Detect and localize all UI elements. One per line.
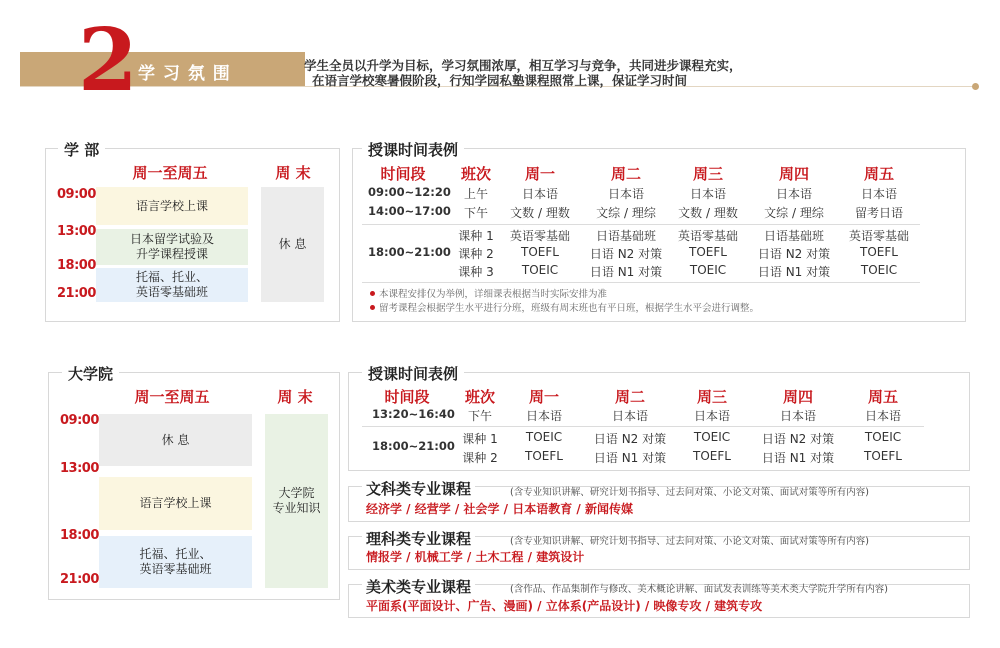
day-cell: 日语 N1 对策: [589, 265, 663, 279]
day-cell: 日本语: [860, 187, 897, 201]
course-desc: (含专业知识讲解、研究计划书指导、过去问对策、小论文对策、面试对策等所有内容): [510, 487, 869, 498]
day-cell: 英语零基础: [848, 229, 909, 243]
day-cell: 英语零基础: [677, 229, 738, 243]
col-header: 时间段: [380, 165, 426, 183]
class-slot: 上午: [463, 187, 488, 201]
section-title: 学 习 氛 围: [138, 64, 231, 84]
day-cell: 日本语: [611, 409, 648, 423]
schedule-note: [370, 286, 607, 300]
day-cell: TOEFL: [689, 245, 727, 259]
day-cell: 日语 N2 对策: [757, 247, 831, 261]
time-label: 21:00: [57, 286, 96, 301]
time-label: 13:00: [60, 461, 99, 476]
course-items: 平面系(平面设计、广告、漫画) / 立体系(产品设计) / 映像专攻 / 建筑专攻: [366, 599, 763, 613]
day-cell: TOEFL: [860, 245, 898, 259]
col-header: 班次: [464, 388, 495, 406]
day-cell: TOEFL: [525, 449, 563, 463]
schedule-block: 语言学校上课: [99, 477, 252, 530]
day-cell: TOEIC: [521, 263, 559, 277]
class-slot: 课种 1: [458, 229, 494, 243]
row-divider: [362, 282, 920, 283]
day-cell: 日本语: [779, 409, 816, 423]
schedule-block: 日本留学试验及 升学课程授课: [96, 229, 248, 265]
day-cell: 日本语: [525, 409, 562, 423]
day-cell: TOEFL: [864, 449, 902, 463]
course-items: 情报学 / 机械工学 / 土木工程 / 建筑设计: [366, 550, 585, 564]
time-label: 13:00: [57, 224, 96, 239]
time-slot: 18:00~21:00: [372, 439, 455, 453]
day-cell: 日语 N2 对策: [589, 247, 663, 261]
day-cell: 日本语: [607, 187, 644, 201]
day-cell: TOEFL: [521, 245, 559, 259]
day-cell: 日本语: [521, 187, 558, 201]
day-cell: TOEIC: [693, 430, 731, 444]
day-cell: TOEIC: [689, 263, 727, 277]
time-label: 18:00: [57, 258, 96, 273]
class-slot: 课种 1: [462, 432, 498, 446]
row-divider: [362, 224, 920, 225]
course-title: 文科类专业课程: [362, 478, 475, 499]
col-header: 周一: [528, 388, 559, 406]
col-header: 周三: [692, 165, 723, 183]
time-slot: 14:00~17:00: [368, 204, 451, 218]
day-cell: 英语零基础: [509, 229, 570, 243]
time-slot: 18:00~21:00: [368, 245, 451, 259]
class-slot: 课种 3: [458, 265, 494, 279]
schedule-block: 语言学校上课: [96, 187, 248, 225]
day-cell: 日本语: [689, 187, 726, 201]
class-slot: 课种 2: [458, 247, 494, 261]
header-rule-end-dot: [972, 83, 979, 90]
note-text: 留考课程会根据学生水平进行分班，班级有周末班也有平日班，根据学生水平会进行调整。: [379, 303, 760, 314]
col-header: 时间段: [384, 388, 430, 406]
schedule-block: 托福、托业、 英语零基础班: [99, 536, 252, 588]
day-cell: 日语 N1 对策: [593, 451, 667, 465]
day-cell: 文数 / 理数: [678, 206, 738, 220]
day-cell: 日本语: [864, 409, 901, 423]
day-cell: 日本语: [693, 409, 730, 423]
schedule-block: 托福、托业、 英语零基础班: [96, 268, 248, 302]
grad-label: 大学院: [62, 363, 119, 384]
time-label: 21:00: [60, 572, 99, 587]
schedule-title: 授课时间表例: [362, 139, 464, 160]
course-title: 美术类专业课程: [362, 576, 475, 597]
col-header: 班次: [460, 165, 491, 183]
day-cell: TOEIC: [864, 430, 902, 444]
header-description-2: 在语言学校寒暑假阶段，行知学园私塾课程照常上课，保证学习时间: [312, 73, 688, 88]
section-number: 2: [78, 10, 138, 111]
day-cell: 日本语: [775, 187, 812, 201]
day-cell: 日语 N1 对策: [757, 265, 831, 279]
course-title: 理科类专业课程: [362, 528, 475, 549]
time-slot: 13:20~16:40: [372, 407, 455, 421]
weekend-header: 周 末: [275, 164, 311, 182]
schedule-title: 授课时间表例: [362, 363, 464, 384]
header-description-1: 学生全员以升学为目标，学习氛围浓厚，相互学习与竞争，共同进步课程充实，: [304, 58, 742, 73]
col-header: 周四: [782, 388, 813, 406]
day-cell: 日语基础班: [595, 229, 656, 243]
time-label: 09:00: [60, 413, 99, 428]
col-header: 周二: [610, 165, 641, 183]
time-slot: 09:00~12:20: [368, 185, 451, 199]
class-slot: 课种 2: [462, 451, 498, 465]
bullet-icon: [370, 291, 375, 296]
weekend-block: 休 息: [261, 187, 324, 302]
course-desc: (含作品、作品集制作与修改、美术概论讲解、面试发表训练等美术类大学院升学所有内容): [510, 584, 888, 595]
col-header: 周一: [524, 165, 555, 183]
day-cell: 文综 / 理综: [596, 206, 656, 220]
weekday-header: 周一至周五: [134, 388, 210, 406]
col-header: 周二: [614, 388, 645, 406]
day-cell: TOEIC: [525, 430, 563, 444]
course-desc: (含专业知识讲解、研究计划书指导、过去问对策、小论文对策、面试对策等所有内容): [510, 536, 869, 547]
schedule-note: [370, 300, 759, 314]
weekend-header: 周 末: [277, 388, 313, 406]
day-cell: 留考日语: [854, 206, 903, 220]
time-label: 09:00: [57, 187, 96, 202]
weekend-block: 大学院 专业知识: [265, 414, 328, 588]
weekday-header: 周一至周五: [132, 164, 208, 182]
col-header: 周五: [863, 165, 894, 183]
note-text: 本课程安排仅为举例，详细课表根据当时实际安排为准: [379, 289, 608, 300]
col-header: 周五: [867, 388, 898, 406]
day-cell: TOEFL: [693, 449, 731, 463]
day-cell: 文数 / 理数: [510, 206, 570, 220]
day-cell: 日语 N2 对策: [593, 432, 667, 446]
bullet-icon: [370, 305, 375, 310]
day-cell: 文综 / 理综: [764, 206, 824, 220]
col-header: 周四: [778, 165, 809, 183]
row-divider: [362, 426, 924, 427]
class-slot: 下午: [463, 206, 488, 220]
day-cell: 日语基础班: [763, 229, 824, 243]
course-items: 经济学 / 经营学 / 社会学 / 日本语教育 / 新闻传媒: [366, 502, 633, 516]
class-slot: 下午: [467, 409, 492, 423]
schedule-block: 休 息: [99, 414, 252, 466]
day-cell: 日语 N2 对策: [761, 432, 835, 446]
day-cell: 日语 N1 对策: [761, 451, 835, 465]
col-header: 周三: [696, 388, 727, 406]
time-label: 18:00: [60, 528, 99, 543]
day-cell: TOEIC: [860, 263, 898, 277]
undergrad-label: 学 部: [58, 139, 105, 160]
